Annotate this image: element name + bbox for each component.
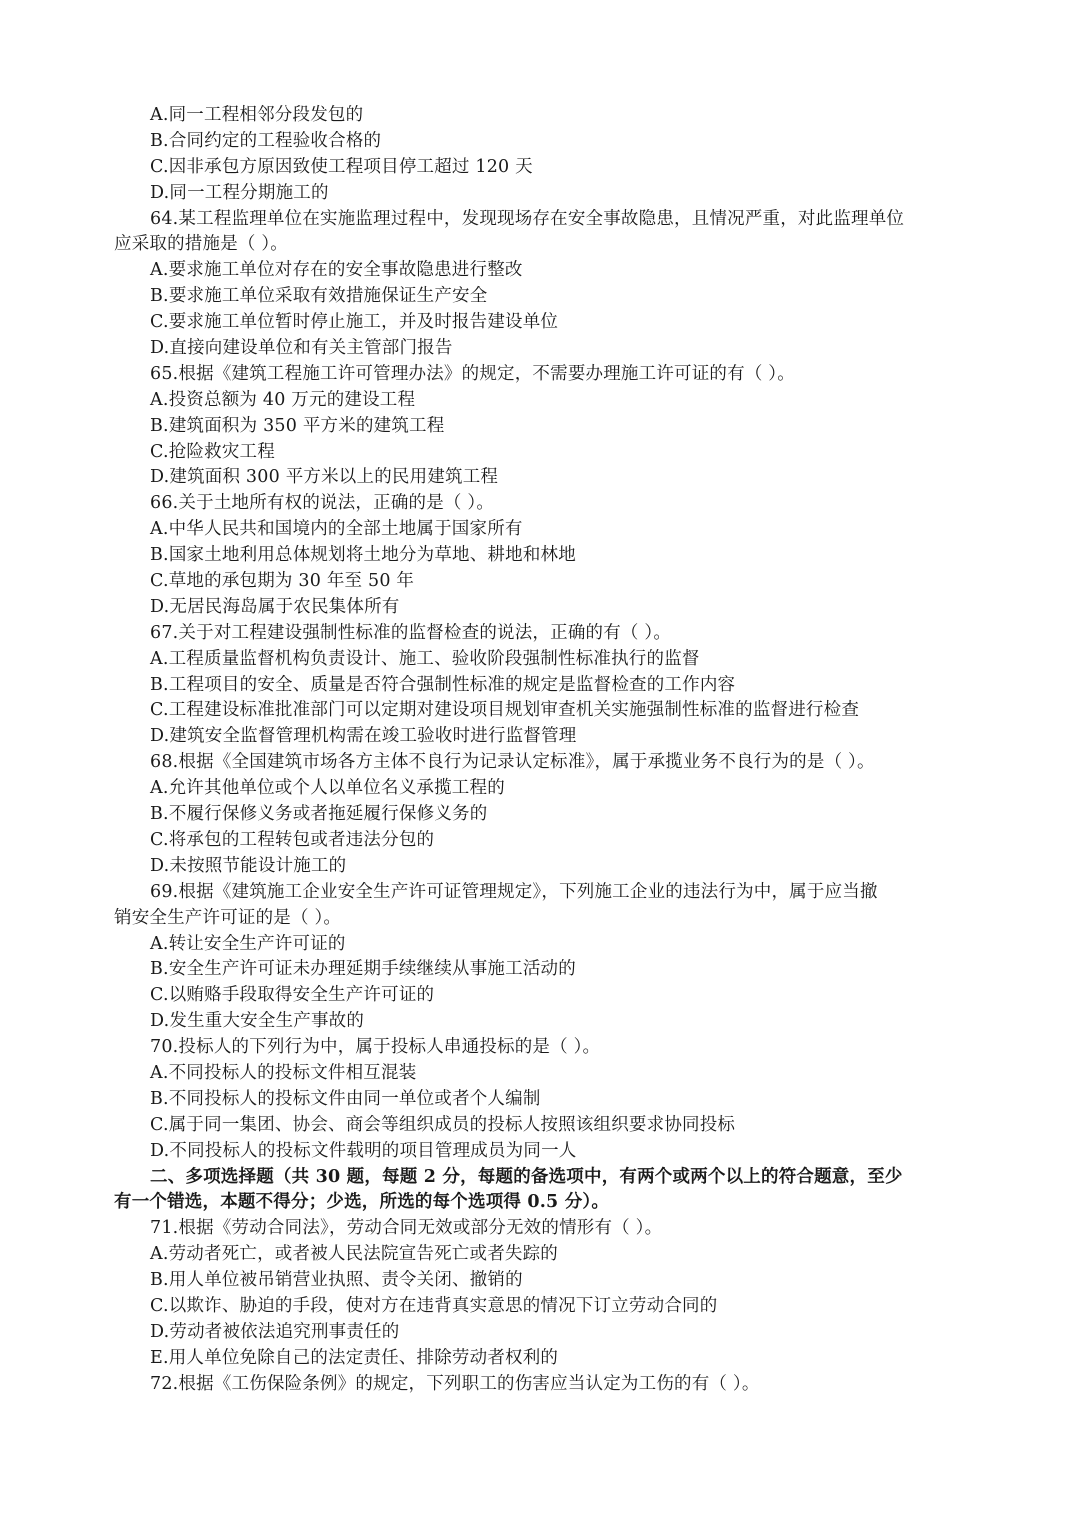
section-heading: 二、多项选择题（共 30 题，每题 2 分，每题的备选项中，有两个或两个以上的符合题意，至少: [150, 1166, 903, 1187]
question-text: 64.某工程监理单位在实施监理过程中，发现现场存在安全事故隐患，且情况严重，对此监理单位: [150, 208, 905, 229]
answer-option: B.用人单位被吊销营业执照、责令关闭、撤销的: [150, 1270, 523, 1291]
question-text-continued: 应采取的措施是（ ）。: [114, 234, 289, 255]
question-text: 65.根据《建筑工程施工许可管理办法》的规定，不需要办理施工许可证的有（ ）。: [150, 363, 795, 384]
answer-option: D.劳动者被依法追究刑事责任的: [150, 1321, 400, 1342]
answer-option: D.不同投标人的投标文件载明的项目管理成员为同一人: [150, 1140, 577, 1161]
answer-option: C.草地的承包期为 30 年至 50 年: [150, 571, 415, 592]
answer-option: B.安全生产许可证未办理延期手续继续从事施工活动的: [150, 959, 576, 980]
question-text: 71.根据《劳动合同法》，劳动合同无效或部分无效的情形有（ ）。: [150, 1218, 663, 1239]
answer-option: D.直接向建设单位和有关主管部门报告: [150, 338, 453, 359]
answer-option: B.国家土地利用总体规划将土地分为草地、耕地和林地: [150, 545, 576, 566]
answer-option: C.抢险救灾工程: [150, 441, 275, 462]
answer-option: D.发生重大安全生产事故的: [150, 1011, 365, 1032]
question-text: 69.根据《建筑施工企业安全生产许可证管理规定》，下列施工企业的违法行为中，属于应当撤: [150, 881, 878, 902]
answer-option: C.因非承包方原因致使工程项目停工超过 120 天: [150, 156, 533, 177]
answer-option: A.同一工程相邻分段发包的: [150, 105, 364, 125]
answer-option: B.要求施工单位采取有效措施保证生产安全: [150, 286, 488, 307]
answer-option: D.建筑面积 300 平方米以上的民用建筑工程: [150, 467, 499, 488]
question-text: 72.根据《工伤保险条例》的规定，下列职工的伤害应当认定为工伤的有（ ）。: [150, 1373, 760, 1394]
answer-option: A.劳动者死亡，或者被人民法院宣告死亡或者失踪的: [150, 1244, 558, 1265]
question-text: 67.关于对工程建设强制性标准的监督检查的说法，正确的有（ ）。: [150, 622, 672, 643]
answer-option: C.工程建设标准批准部门可以定期对建设项目规划审查机关实施强制性标准的监督进行检查: [150, 700, 860, 721]
answer-option: E.用人单位免除自己的法定责任、排除劳动者权利的: [150, 1347, 559, 1368]
question-text: 66.关于土地所有权的说法，正确的是（ ）。: [150, 493, 495, 514]
answer-option: A.要求施工单位对存在的安全事故隐患进行整改: [150, 260, 523, 281]
question-text: 68.根据《全国建筑市场各方主体不良行为记录认定标准》，属于承揽业务不良行为的是（ ）。: [150, 752, 875, 773]
answer-option: A.投资总额为 40 万元的建设工程: [150, 389, 416, 410]
answer-option: C.以贿赂手段取得安全生产许可证的: [150, 985, 435, 1006]
answer-option: B.建筑面积为 350 平方米的建筑工程: [150, 415, 445, 436]
answer-option: C.要求施工单位暂时停止施工，并及时报告建设单位: [150, 312, 559, 333]
question-text: 70.投标人的下列行为中，属于投标人串通投标的是（ ）。: [150, 1037, 601, 1058]
answer-option: B.合同约定的工程验收合格的: [150, 130, 382, 151]
answer-option: A.允许其他单位或个人以单位名义承揽工程的: [150, 778, 505, 799]
answer-option: D.同一工程分期施工的: [150, 182, 329, 203]
answer-option: D.无居民海岛属于农民集体所有: [150, 596, 400, 617]
answer-option: A.转让安全生产许可证的: [150, 933, 346, 954]
answer-option: C.以欺诈、胁迫的手段，使对方在违背真实意思的情况下订立劳动合同的: [150, 1295, 718, 1316]
question-text-continued: 销安全生产许可证的是（ ）。: [114, 907, 342, 928]
answer-option: A.工程质量监督机构负责设计、施工、验收阶段强制性标准执行的监督: [150, 648, 700, 669]
answer-option: C.属于同一集团、协会、商会等组织成员的投标人按照该组织要求协同投标: [150, 1114, 736, 1135]
answer-option: B.工程项目的安全、质量是否符合强制性标准的规定是监督检查的工作内容: [150, 674, 736, 695]
answer-option: D.未按照节能设计施工的: [150, 855, 347, 876]
document-page: [114, 103, 990, 1398]
answer-option: C.将承包的工程转包或者违法分包的: [150, 829, 435, 850]
answer-option: D.建筑安全监督管理机构需在竣工验收时进行监督管理: [150, 726, 577, 747]
answer-option: B.不同投标人的投标文件由同一单位或者个人编制: [150, 1088, 541, 1109]
answer-option: A.中华人民共和国境内的全部土地属于国家所有: [150, 519, 523, 540]
section-heading-continued: 有一个错选，本题不得分；少选，所选的每个选项得 0.5 分）。: [114, 1192, 610, 1213]
answer-option: B.不履行保修义务或者拖延履行保修义务的: [150, 804, 488, 825]
answer-option: A.不同投标人的投标文件相互混装: [150, 1062, 417, 1083]
